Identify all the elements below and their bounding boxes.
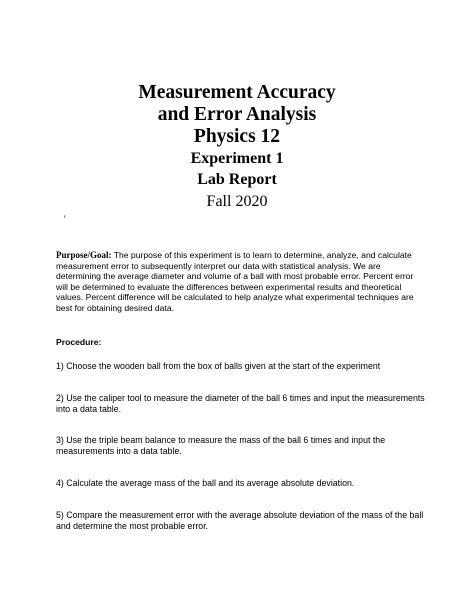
term-label: Fall 2020 [206, 193, 268, 210]
purpose-text: The purpose of this experiment is to learn to determine, analyze, and calculate measurement error to subsequently interpret our data with statistical analysis. We are determining the average diameter and volume of a ball with most probable error. Percent error will be determined to evaluate the differences between experimental results and theoretical values. Percent difference will be calculated to help analyze what experimental techniques are best for obtaining desired data. [56, 250, 414, 313]
stray-mark: ' [64, 214, 66, 224]
title-line-4: Experiment 1 [190, 150, 284, 167]
procedure-step-2: 2) Use the caliper tool to measure the diameter of the ball 6 times and input the measurements into a data table. [56, 393, 425, 414]
title-line-1: Measurement Accuracy [138, 82, 336, 103]
procedure-step-4: 4) Calculate the average mass of the ball and its average absolute deviation. [56, 478, 355, 488]
title-line-2: and Error Analysis [157, 104, 317, 125]
procedure-heading: Procedure: [56, 337, 102, 347]
procedure-step-1: 1) Choose the wooden ball from the box of balls given at the start of the experiment [56, 361, 381, 371]
title-block [0, 82, 474, 190]
title-line-3: Physics 12 [193, 126, 281, 147]
title-line-5: Lab Report [197, 171, 277, 188]
procedure-step-3: 3) Use the triple beam balance to measure the mass of the ball 6 times and input the measurements into a data table. [56, 435, 386, 456]
purpose-paragraph [56, 250, 426, 314]
purpose-label: Purpose/Goal: [56, 250, 112, 260]
procedure-step-5: 5) Compare the measurement error with the average absolute deviation of the mass of the ball and determine the most probable error. [56, 510, 424, 531]
